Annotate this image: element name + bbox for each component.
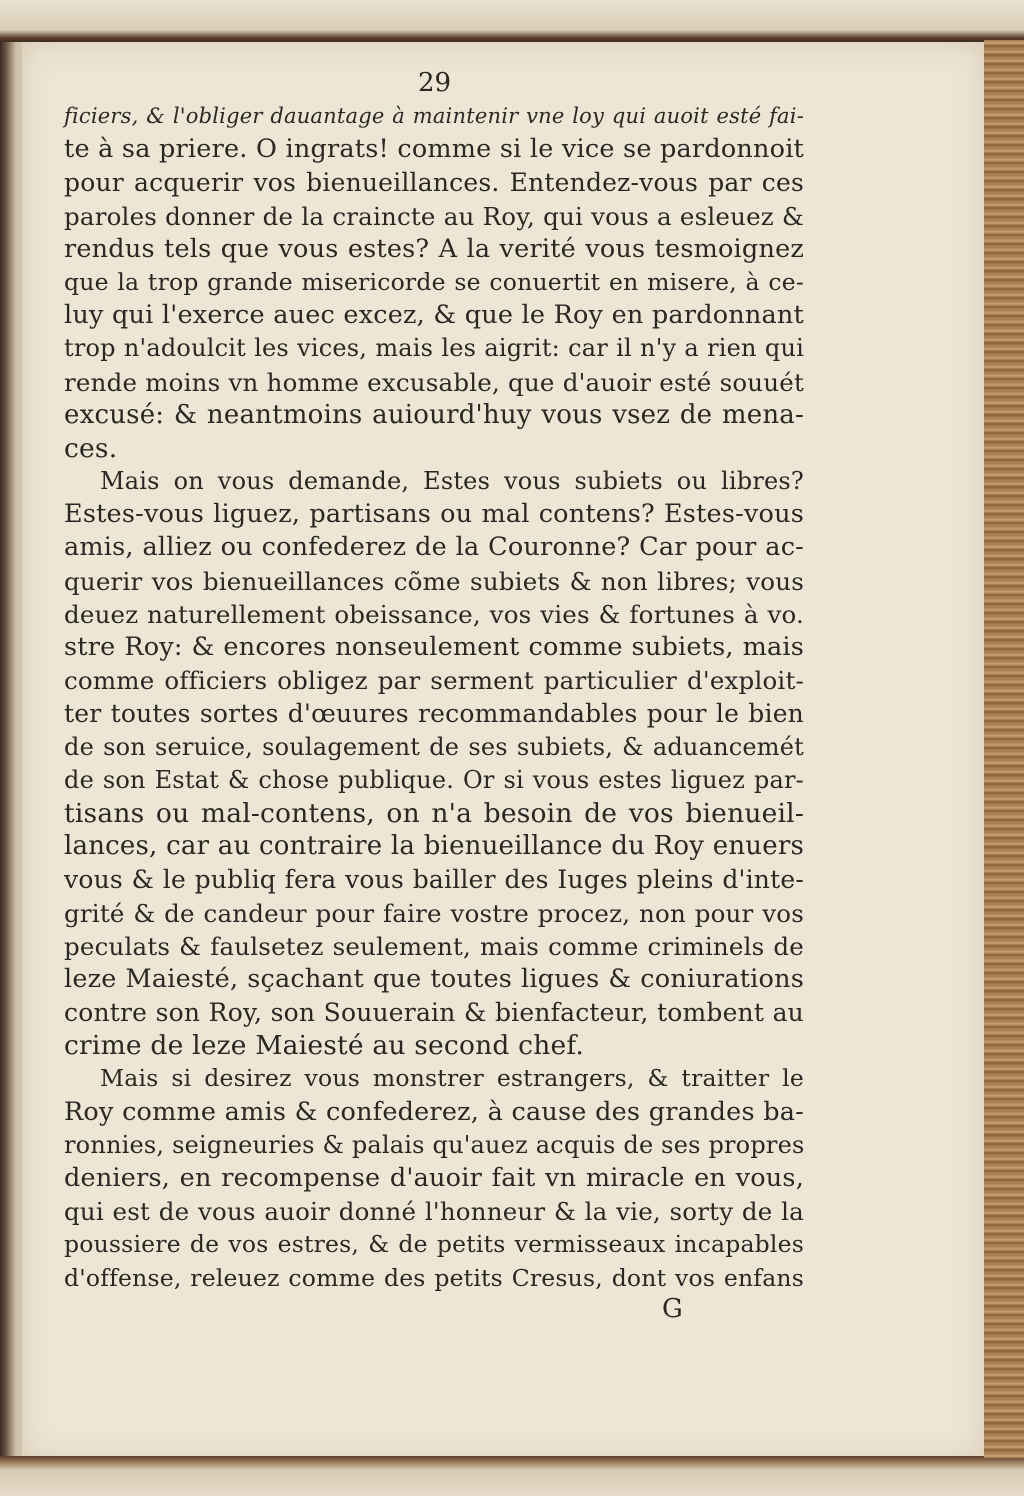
text-line: leze Maiesté, sçachant que toutes ligues & coniurations (64, 963, 804, 994)
text-line: grité & de candeur pour faire vostre procez, non pour vos (64, 898, 804, 928)
text-line: que la trop grande misericorde se conuertit en misere, à ce- (64, 267, 804, 296)
bottom-edge (0, 1456, 1024, 1496)
text-line: amis, alliez ou confederez de la Couronne? Car pour ac- (64, 532, 804, 563)
text-line: d'offense, releuez comme des petits Cresus, dont vos enfans (64, 1263, 804, 1292)
text-line: vous & le publiq fera vous bailler des Iuges pleins d'inte- (64, 865, 804, 895)
catchword: G (662, 1294, 683, 1324)
text-line: luy qui l'exerce auec excez, & que le Roy en pardonnant (64, 300, 804, 331)
text-line: de son seruice, soulagement de ses subiets, & aduancemét (64, 732, 804, 761)
text-line: deuez naturellement obeissance, vos vies & fortunes à vo. (64, 599, 804, 629)
text-line: Mais si desirez vous monstrer estrangers, & traitter le (100, 1064, 804, 1093)
text-line: ter toutes sortes d'œuures recommandables pour le bien (64, 699, 804, 729)
text-line: ficiers, & l'obliger dauantage à maintenir vne loy qui auoit esté fai- (64, 104, 804, 128)
body-text (64, 100, 804, 1295)
text-line: excusé: & neantmoins auiourd'huy vous vsez de mena- (64, 399, 804, 430)
text-line: qui est de vous auoir donné l'honneur & la vie, sorty de la (64, 1197, 804, 1227)
page-fore-edge (984, 40, 1024, 1458)
text-line: crime de leze Maiesté au second chef. (64, 1030, 585, 1062)
text-line: tisans ou mal-contens, on n'a besoin de vos bienueil- (64, 797, 804, 829)
text-line: rende moins vn homme excusable, que d'auoir esté souuét (64, 367, 804, 397)
text-line: te à sa priere. O ingrats! comme si le vice se pardonnoit (64, 134, 804, 165)
text-line: comme officiers obligez par serment particulier d'exploit- (64, 666, 804, 696)
text-line: deniers, en recompense d'auoir fait vn miracle en vous, (64, 1163, 804, 1193)
text-line: peculats & faulsetez seulement, mais comme criminels de (64, 931, 804, 961)
text-line: pour acquerir vos bienueillances. Entendez-vous par ces (64, 168, 804, 198)
text-line: Roy comme amis & confederez, à cause des grandes ba- (64, 1096, 804, 1127)
text-line: trop n'adoulcit les vices, mais les aigrit: car il n'y a rien qui (64, 334, 804, 363)
text-line: stre Roy: & encores nonseulement comme subiets, mais (64, 632, 804, 662)
page-number: 29 (418, 68, 452, 98)
text-line: querir vos bienueillances cõme subiets & non libres; vous (64, 566, 804, 596)
text-line: lances, car au contraire la bienueillance du Roy enuers (64, 831, 804, 862)
text-line: de son Estat & chose publique. Or si vous estes liguez par- (64, 765, 804, 794)
text-line: Estes-vous liguez, partisans ou mal contens? Estes-vous (64, 499, 804, 530)
text-line: ronnies, seigneuries & palais qu'auez acquis de ses propres (64, 1130, 805, 1159)
text-line: Mais on vous demande, Estes vous subiets ou libres? (100, 467, 804, 496)
text-line: paroles donner de la craincte au Roy, qui vous a esleuez & (64, 201, 804, 231)
top-edge (0, 0, 1024, 42)
text-line: contre son Roy, son Souuerain & bienfacteur, tombent au (64, 998, 804, 1028)
text-line: rendus tels que vous estes? A la verité vous tesmoignez (64, 233, 804, 264)
text-line: poussiere de vos estres, & de petits vermisseaux incapables (64, 1230, 804, 1259)
text-line: ces. (64, 432, 118, 464)
